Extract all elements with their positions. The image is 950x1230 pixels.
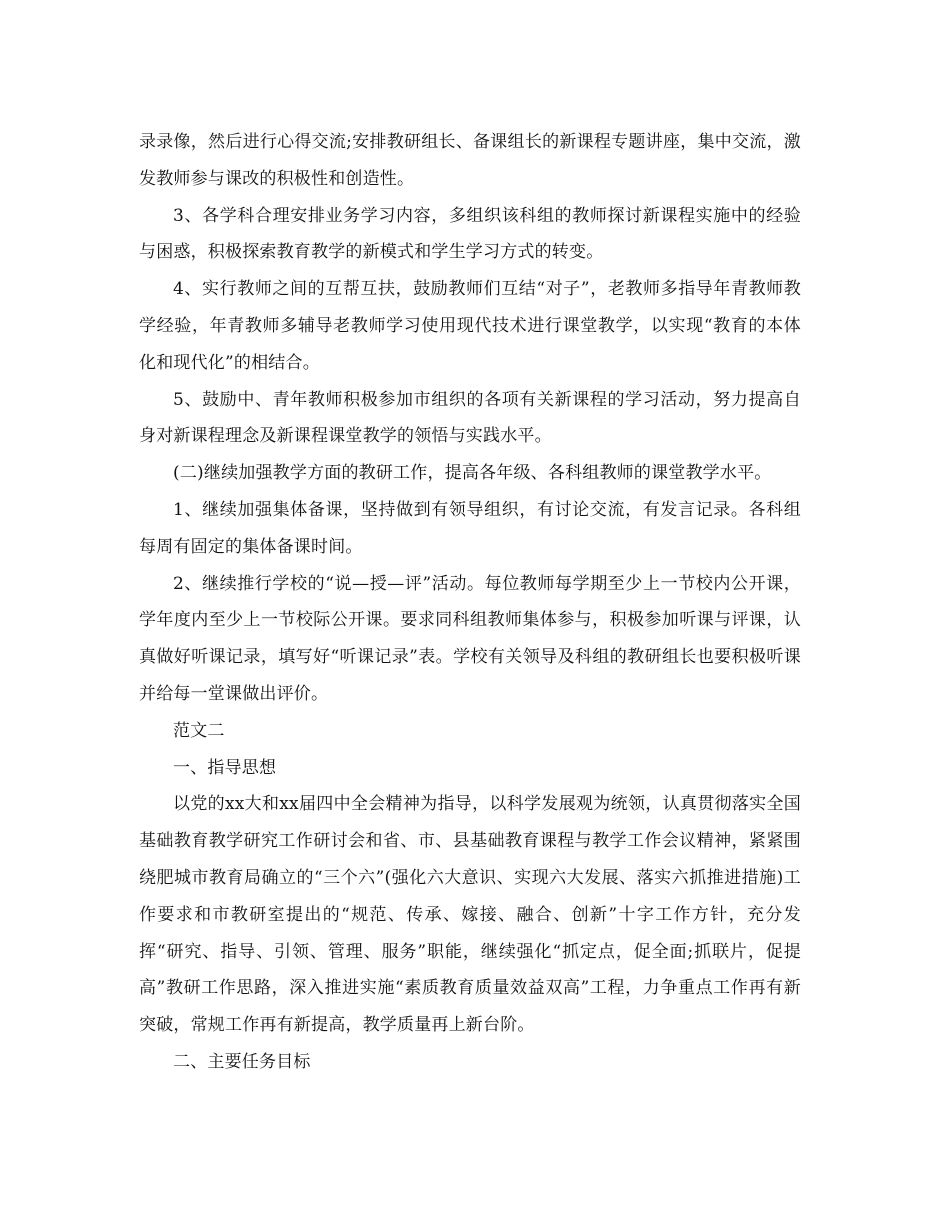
paragraph-item-1: 1、继续加强集体备课，坚持做到有领导组织，有讨论交流，有发言记录。各科组每周有固定的集体备课时间。 — [139, 499, 801, 557]
guiding-thought-heading: 一、指导思想 — [173, 757, 277, 778]
section-heading-2: (二)继续加强教学方面的教研工作，提高各年级、各科组教师的课堂教学水平。 — [173, 463, 772, 484]
sample-title: 范文二 — [173, 720, 225, 741]
paragraph-item-4: 4、实行教师之间的互帮互扶，鼓励教师们互结“对子”，老教师多指导年青教师教学经验，年青教师多辅导老教师学习使用现代技术进行课堂教学，以实现“教育的本体化和现代化”的相结合。 — [139, 279, 801, 373]
paragraph-item-2: 2、继续推行学校的“说—授—评”活动。每位教师每学期至少上一节校内公开课，学年度内至少上一节校际公开课。要求同科组教师集体参与，积极参加听课与评课，认真做好听课记录，填写好“听课记录”表。学校有关领导及科组的教研组长也要积极听课并给每一堂课做出评价。 — [139, 573, 801, 704]
main-task-heading: 二、主要任务目标 — [173, 1051, 311, 1072]
paragraph-item-5: 5、鼓励中、青年教师积极参加市组织的各项有关新课程的学习活动，努力提高自身对新课程理念及新课程课堂教学的领悟与实践水平。 — [139, 389, 801, 447]
paragraph-continuation: 录录像，然后进行心得交流;安排教研组长、备课组长的新课程专题讲座，集中交流，激发教师参与课改的积极性和创造性。 — [139, 132, 801, 189]
guiding-thought-paragraph: 以党的xx大和xx届四中全会精神为指导，以科学发展观为统领，认真贯彻落实全国基础教育教学研究工作研讨会和省、市、县基础教育课程与教学工作会议精神，紧紧围绕肥城市教育局确立的“三个六”(强化六大意识、实现六大发展、落实六抓推进措施)工作要求和市教研室提出的“规范、传承、嫁接、融合、创新”十字工作方针，充分发挥“研究、指导、引领、管理、服务”职能，继续强化“抓定点，促全面;抓联片，促提高”教研工作思路，深入推进实施“素质教育质量效益双高”工程，力争重点工作再有新突破，常规工作再有新提高，教学质量再上新台阶。 — [139, 794, 801, 1036]
document-body — [139, 124, 801, 1081]
paragraph-item-3: 3、各学科合理安排业务学习内容，多组织该科组的教师探讨新课程实施中的经验与困惑，积极探索教育教学的新模式和学生学习方式的转变。 — [139, 205, 801, 263]
